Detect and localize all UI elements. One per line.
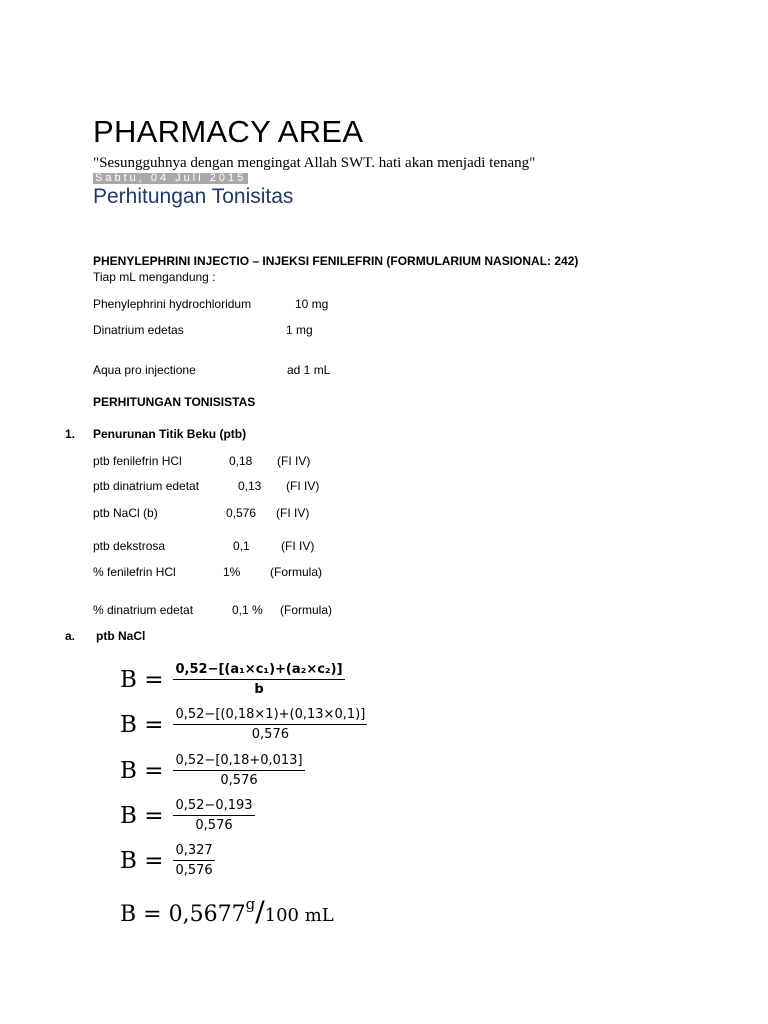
ptb-label: ptb fenilefrin HCl [93, 454, 182, 468]
numerator: 0,327 [173, 843, 214, 861]
ptb-value: 0,1 % [232, 603, 263, 617]
result-unit-bottom: 100 mL [264, 905, 334, 926]
blog-title[interactable]: PHARMACY AREA [93, 114, 364, 149]
ptb-value: 0,18 [229, 454, 253, 468]
ptb-source: (FI IV) [286, 479, 320, 493]
fraction [173, 662, 344, 697]
equation-line [120, 707, 367, 742]
ptb-value: 0,13 [238, 479, 262, 493]
list-number: 1. [65, 427, 76, 441]
ptb-label: ptb dekstrosa [93, 539, 166, 553]
blog-tagline: "Sesungguhnya dengan mengingat Allah SWT. hati akan menjadi tenang" [93, 155, 536, 171]
ptb-source: (FI IV) [281, 539, 315, 553]
numerator: 0,52−[(a₁×c₁)+(a₂×c₂)] [173, 662, 344, 680]
post-title[interactable]: Perhitungan Tonisitas [93, 185, 294, 208]
ptb-source: (FI IV) [276, 506, 310, 520]
ingredient-name: Dinatrium edetas [93, 323, 184, 337]
ptb-value: 0,1 [233, 539, 250, 553]
section-heading: PERHITUNGAN TONISISTAS [93, 395, 256, 409]
formula-heading: PHENYLEPHRINI INJECTIO – INJEKSI FENILEFRIN (FORMULARIUM NASIONAL: 242) [93, 254, 579, 268]
ptb-source: (Formula) [270, 565, 323, 579]
slash-glyph: / [255, 895, 265, 928]
fraction [173, 843, 214, 878]
equation-line [120, 843, 215, 878]
fraction [173, 753, 304, 788]
ptb-label: % fenilefrin HCl [93, 565, 176, 579]
intro-text: Tiap mL mengandung : [93, 270, 216, 284]
denominator: b [254, 682, 264, 697]
result-value: 0,5677 [168, 902, 246, 927]
ptb-source: (Formula) [280, 603, 333, 617]
ptb-value: 0,576 [226, 506, 257, 520]
ingredient-amount: ad 1 mL [287, 363, 331, 377]
numerator: 0,52−[(0,18×1)+(0,13×0,1)] [173, 707, 367, 725]
ptb-label: ptb NaCl (b) [93, 506, 158, 520]
denominator: 0,576 [175, 863, 213, 878]
result-lhs: B = [120, 902, 162, 927]
post-date: Sabtu, 04 Juli 2015 [95, 172, 247, 184]
equation-line [120, 662, 345, 697]
fraction [173, 707, 367, 742]
result-unit-top: g [245, 895, 256, 913]
fraction [173, 798, 254, 833]
numerator: 0,52−0,193 [173, 798, 254, 816]
denominator: 0,576 [251, 727, 289, 742]
equation-line [120, 798, 255, 833]
sub-letter: a. [65, 629, 76, 643]
sub-title: ptb NaCl [96, 629, 146, 643]
equation-lhs: B = [120, 757, 164, 784]
equation-lhs: B = [120, 666, 164, 693]
list-title: Penurunan Titik Beku (ptb) [93, 427, 247, 441]
ingredient-name: Aqua pro injectione [93, 363, 196, 377]
ingredient-amount: 10 mg [295, 297, 329, 311]
ptb-source: (FI IV) [277, 454, 311, 468]
equation-lhs: B = [120, 847, 164, 874]
denominator: 0,576 [195, 818, 233, 833]
ptb-label: % dinatrium edetat [93, 603, 194, 617]
equation-lhs: B = [120, 802, 164, 829]
ingredient-amount: 1 mg [286, 323, 313, 337]
denominator: 0,576 [220, 773, 258, 788]
result-equation [120, 895, 334, 928]
ptb-value: 1% [223, 565, 241, 579]
numerator: 0,52−[0,18+0,013] [173, 753, 304, 771]
ptb-label: ptb dinatrium edetat [93, 479, 200, 493]
ingredient-name: Phenylephrini hydrochloridum [93, 297, 252, 311]
equation-line [120, 753, 305, 788]
equation-lhs: B = [120, 711, 164, 738]
